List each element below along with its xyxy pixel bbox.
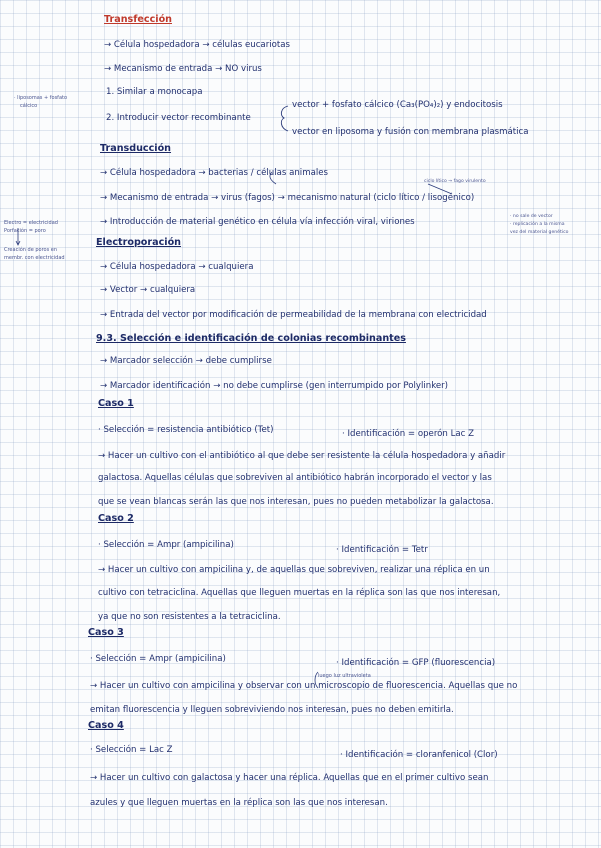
- transduccion-line-1: → Célula hospedadora → bacterias / células animales: [100, 168, 328, 178]
- transfeccion-step-2: 2. Introducir vector recombinante: [106, 113, 251, 123]
- electroporacion-line-3: → Entrada del vector por modificación de permeabilidad de la membrana con electricidad: [100, 310, 487, 320]
- heading-seleccion: 9.3. Selección e identificación de colonias recombinantes: [96, 333, 406, 344]
- transfeccion-line-1: → Célula hospedadora → células eucariotas: [104, 40, 290, 50]
- margin-note-right-2c: vez del material genético: [510, 230, 569, 235]
- heading-electroporacion: Electroporación: [96, 237, 182, 248]
- caso1-text-2: galactosa. Aquellas células que sobreviven al antibiótico habrán incorporado el vector y las: [98, 473, 492, 483]
- seleccion-line-2: → Marcador identificación → no debe cumplirse (gen interrumpido por Polylinker): [100, 381, 449, 391]
- margin-note-left-2b: Porfación = poro: [4, 228, 46, 234]
- caso1-seleccion: · Selección = resistencia antibiótico (Tet): [98, 425, 274, 435]
- heading-caso-4: Caso 4: [88, 720, 124, 731]
- caso3-identificacion: · Identificación = GFP (fluorescencia): [336, 658, 496, 668]
- margin-note-right-2a: · no sale de vector: [510, 214, 553, 219]
- margin-note-left-1b: cálcico: [20, 103, 38, 109]
- caso1-text-3: que se vean blancas serán las que nos interesan, pues no pueden metabolizar la galactosa.: [98, 497, 494, 507]
- transfeccion-option-b: vector en liposoma y fusión con membrana plasmática: [292, 127, 529, 137]
- heading-caso-1: Caso 1: [98, 398, 134, 409]
- caso2-text-2: cultivo con tetraciclina. Aquellas que lleguen muertas en la réplica son las que nos interesan,: [98, 588, 501, 598]
- caso3-note: luego luz ultravioleta: [318, 673, 371, 679]
- caso1-identificacion: · Identificación = operón Lac Z: [342, 429, 475, 439]
- margin-note-right-2b: · replicación a la misma: [510, 222, 565, 227]
- caso3-text-2: emitan fluorescencia y lleguen sobreviviendo nos interesan, pues no deben emitirla.: [90, 705, 454, 715]
- heading-transfeccion: Transfección: [104, 14, 172, 25]
- electroporacion-line-1: → Célula hospedadora → cualquiera: [100, 262, 254, 272]
- caso4-seleccion: · Selección = Lac Z: [90, 745, 173, 755]
- caso2-text-1: → Hacer un cultivo con ampicilina y, de aquellas que sobreviven, realizar una réplica en un: [98, 565, 490, 575]
- margin-note-left-1a: · liposomas + fosfato: [14, 95, 68, 101]
- caso3-text-1: → Hacer un cultivo con ampicilina y observar con un microscopio de fluorescencia. Aquellas que no: [90, 681, 518, 691]
- margin-note-left-3a: Creación de poros en: [4, 247, 58, 253]
- seleccion-line-1: → Marcador selección → debe cumplirse: [100, 356, 272, 366]
- transduccion-line-3: → Introducción de material genético en célula vía infección viral, viriones: [100, 217, 415, 227]
- electroporacion-line-2: → Vector → cualquiera: [100, 285, 196, 295]
- caso4-identificacion: · Identificación = cloranfenicol (Clor): [340, 750, 498, 760]
- brace-transfeccion: [281, 106, 288, 131]
- transfeccion-line-2: → Mecanismo de entrada → NO virus: [104, 64, 262, 74]
- transduccion-line-2: → Mecanismo de entrada → virus (fagos) → mecanismo natural (ciclo lítico / lisogénico): [100, 193, 475, 203]
- heading-transduccion: Transducción: [100, 143, 172, 154]
- caso2-identificacion: · Identificación = Tetr: [336, 545, 428, 555]
- margin-note-right-1: ciclo lítico → fago virulento: [424, 179, 486, 184]
- caso4-text-2: azules y que lleguen muertas en la réplica son las que nos interesan.: [90, 798, 388, 808]
- caso1-text-1: → Hacer un cultivo con el antibiótico al que debe ser resistente la célula hospedadora y añadir: [98, 451, 506, 461]
- caso3-seleccion: · Selección = Ampr (ampicilina): [90, 654, 226, 664]
- heading-caso-3: Caso 3: [88, 627, 124, 638]
- transfeccion-step-1: 1. Similar a monocapa: [106, 87, 203, 97]
- caso4-text-1: → Hacer un cultivo con galactosa y hacer una réplica. Aquellas que en el primer cultivo sean: [90, 773, 489, 783]
- margin-note-left-3b: membr. con electricidad: [4, 255, 65, 261]
- caso2-seleccion: · Selección = Ampr (ampicilina): [98, 540, 234, 550]
- transfeccion-option-a: vector + fosfato cálcico (Ca₃(PO₄)₂) y endocitosis: [292, 100, 503, 110]
- caso2-text-3: ya que no son resistentes a la tetraciclina.: [98, 612, 281, 622]
- margin-note-left-2a: Electro = electricidad: [4, 220, 58, 226]
- heading-caso-2: Caso 2: [98, 513, 134, 524]
